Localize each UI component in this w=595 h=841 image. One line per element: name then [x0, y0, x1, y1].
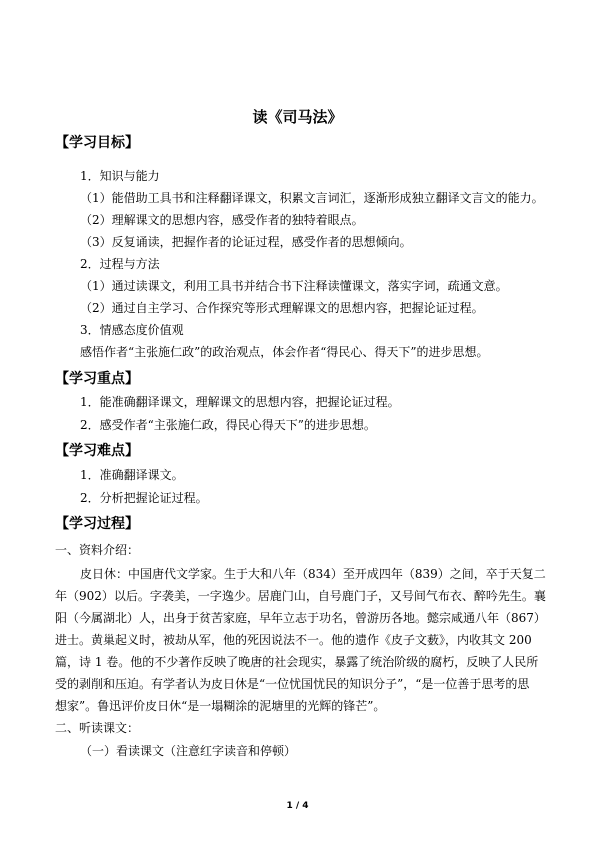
difficulty-line: 2．分析把握论证过程。: [80, 491, 208, 505]
bio-line: 年（902）以后。字袭美，一字逸少。居鹿门山，自号鹿门子，又号间气布衣、醉吟先生。襄: [55, 589, 546, 603]
process-heading: 一、资料介绍：: [55, 543, 140, 557]
objective-line: 2．过程与方法: [80, 257, 160, 271]
document-title: 读《司马法》: [252, 108, 343, 126]
bio-line: 受的剥削和压迫。有学者认为皮日休是“一位忧国忧民的知识分子”，“是一位善于思考的思: [55, 677, 530, 691]
key-point-line: 1．能准确翻译课文，理解课文的思想内容，把握论证过程。: [80, 395, 400, 409]
bio-line: 皮日休：中国唐代文学家。生于大和八年（834）至开成四年（839）之间，卒于天复二: [80, 567, 546, 581]
objective-line: 1．知识与能力: [80, 169, 160, 183]
section-heading-difficulties: 【学习难点】: [55, 443, 139, 459]
objective-line: 3．情感态度价值观: [80, 323, 184, 337]
key-point-line: 2．感受作者“主张施仁政，得民心得天下”的进步思想。: [80, 418, 376, 432]
section-heading-key-points: 【学习重点】: [55, 371, 139, 387]
objective-line: （1）通过读课文，利用工具书并结合书下注释读懂课文，落实字词，疏通文意。: [80, 279, 508, 293]
section-heading-process: 【学习过程】: [55, 516, 139, 532]
objective-line: （1）能借助工具书和注释翻译课文，积累文言词汇，逐渐形成独立翻译文言文的能力。: [80, 191, 544, 205]
objective-line: （2）理解课文的思想内容，感受作者的独特着眼点。: [80, 213, 364, 227]
bio-line: 阳（今属湖北）人，出身于贫苦家庭，早年立志于功名，曾游历各地。懿宗咸通八年（867）: [55, 611, 546, 625]
difficulty-line: 1．准确翻译课文。: [80, 468, 184, 482]
section-heading-objectives: 【学习目标】: [55, 135, 139, 151]
bio-line: 进士。黄巢起义时，被劫从军，他的死因说法不一。他的遗作《皮子文薮》，内收其文 200: [55, 633, 532, 647]
process-subheading: （一）看读课文（注意红字读音和停顿）: [80, 744, 297, 758]
bio-line: 想家”。鲁迅评价皮日休“是一塌糊涂的泥塘里的光辉的锋芒”。: [55, 699, 386, 713]
objective-line: 感悟作者“主张施仁政”的政治观点，体会作者“得民心、得天下”的进步思想。: [80, 345, 489, 359]
page-number: 1 / 4: [286, 801, 309, 811]
bio-line: 篇，诗 1 卷。他的不少著作反映了晚唐的社会现实，暴露了统治阶级的腐朽，反映了人民所: [55, 655, 539, 669]
process-heading: 二、听读课文：: [55, 721, 140, 735]
objective-line: （2）通过自主学习、合作探究等形式理解课文的思想内容，把握论证过程。: [80, 301, 484, 315]
objective-line: （3）反复诵读，把握作者的论证过程，感受作者的思想倾向。: [80, 235, 412, 249]
